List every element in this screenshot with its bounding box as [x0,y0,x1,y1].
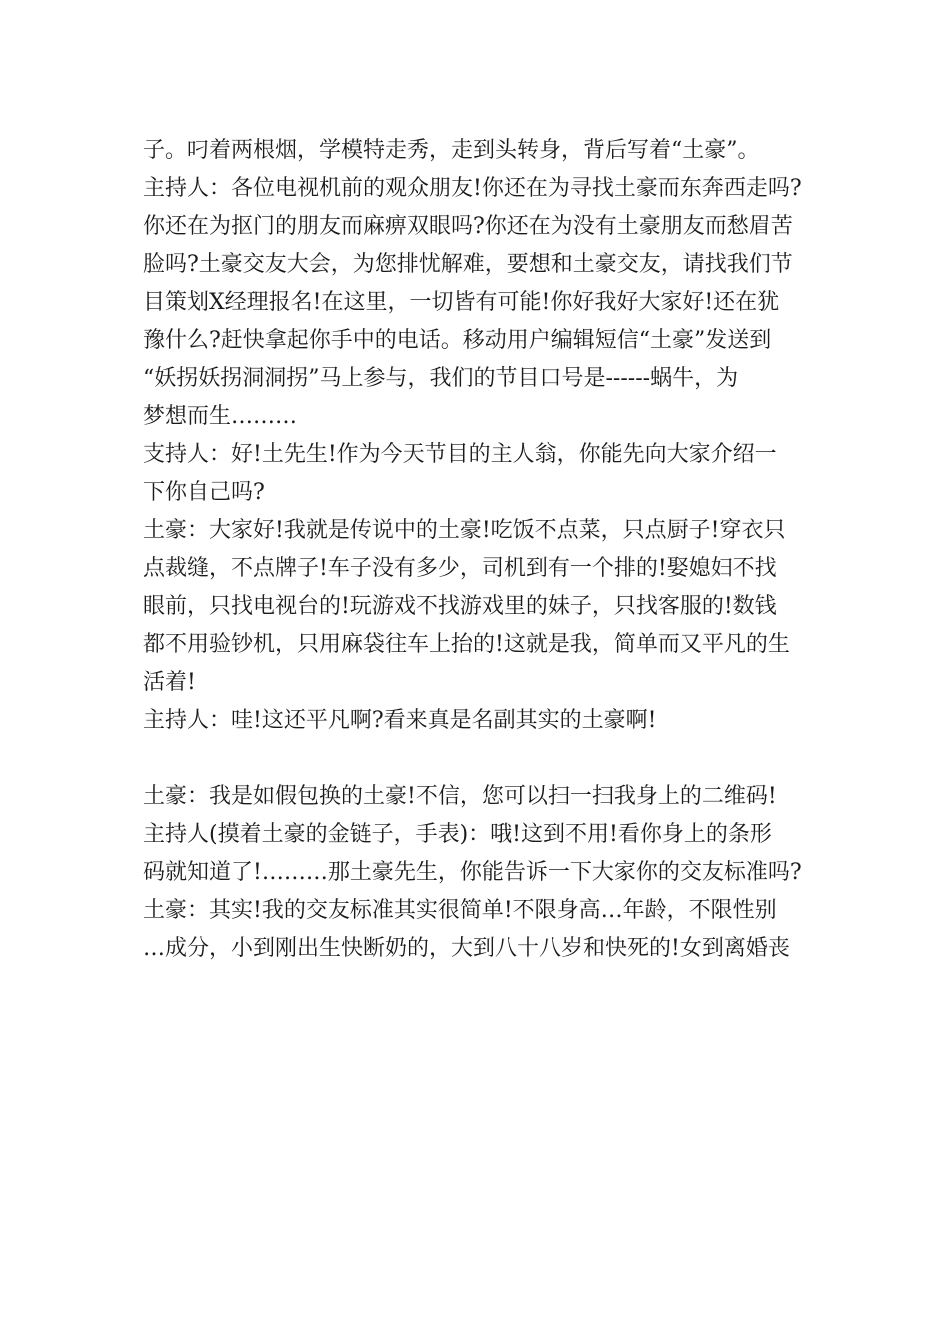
text-line: 下你自己吗? [143,480,265,505]
text-line: 你还在为抠门的朋友而麻痹双眼吗?你还在为没有土豪朋友而愁眉苦 [143,214,793,239]
text-line: 主持人：哇!这还平凡啊?看来真是名副其实的土豪啊! [143,708,657,733]
text-line: 主持人(摸着土豪的金链子，手表)：哦!这到不用!看你身上的条形 [143,822,772,847]
text-line: 眼前，只找电视台的!玩游戏不找游戏里的妹子，只找客服的!数钱 [143,594,777,619]
text-line: 点裁缝，不点牌子!车子没有多少，司机到有一个排的!娶媳妇不找 [143,556,777,581]
text-line: 主持人：各位电视机前的观众朋友!你还在为寻找土豪而东奔西走吗? [143,176,802,201]
document-body [143,132,833,968]
text-line: …成分，小到刚出生快断奶的，大到八十八岁和快死的!女到离婚丧 [143,936,790,961]
text-line: 都不用验钞机，只用麻袋往车上抬的!这就是我，简单而又平凡的生 [143,632,790,657]
text-line: 豫什么?赶快拿起你手中的电话。移动用户编辑短信“土豪”发送到 [143,328,772,353]
text-line: 目策划X经理报名!在这里，一切皆有可能!你好我好大家好!还在犹 [143,290,780,315]
text-line: 子。叼着两根烟，学模特走秀，走到头转身，背后写着“土豪”。 [143,138,760,163]
text-line: 土豪：其实!我的交友标准其实很简单!不限身高…年龄，不限性别 [143,898,777,923]
text-line: 码就知道了!………那土豪先生，你能告诉一下大家你的交友标准吗? [143,860,802,885]
text-line: 土豪：我是如假包换的土豪!不信，您可以扫一扫我身上的二维码! [143,784,777,809]
text-line: 活着! [143,670,196,695]
text-line: 脸吗?土豪交友大会，为您排忧解难，要想和土豪交友，请找我们节 [143,252,793,277]
text-line: 土豪：大家好!我就是传说中的土豪!吃饭不点菜，只点厨子!穿衣只 [143,518,786,543]
text-line: 梦想而生……… [143,404,298,429]
text-line: “妖拐妖拐洞洞拐”马上参与，我们的节目口号是------蜗牛，为 [143,366,739,391]
paragraph-gap [143,740,833,778]
text-line: 支持人：好!土先生!作为今天节目的主人翁，你能先向大家介绍一 [143,442,777,467]
